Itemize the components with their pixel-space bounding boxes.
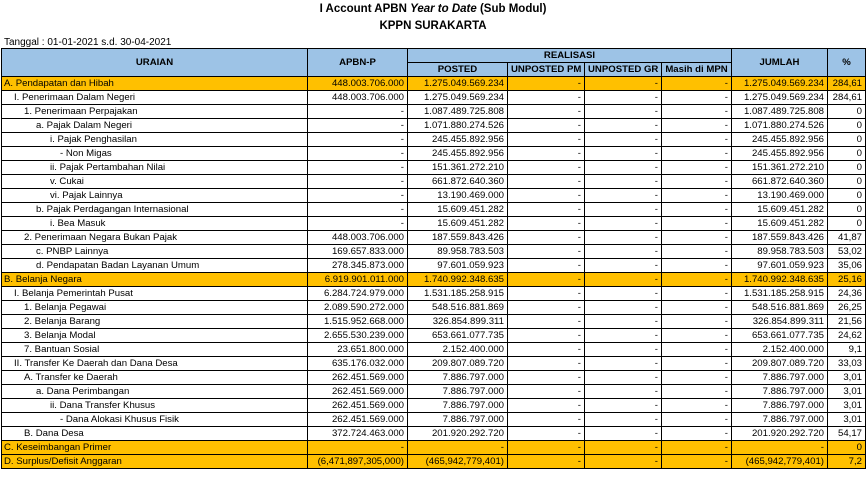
office-name: KPPN SURAKARTA	[379, 20, 487, 32]
row-apbnp: 2.089.590.272.000	[308, 301, 408, 315]
row-posted: 7.886.797.000	[408, 371, 508, 385]
row-percent: 0	[828, 217, 866, 231]
row-unposted-gr: -	[585, 161, 662, 175]
table-row	[2, 385, 866, 399]
row-masih-mpn: -	[662, 147, 732, 161]
table-row	[2, 315, 866, 329]
table-row	[2, 161, 866, 175]
row-posted: 15.609.451.282	[408, 217, 508, 231]
row-masih-mpn: -	[662, 287, 732, 301]
table-row	[2, 343, 866, 357]
table-row	[2, 133, 866, 147]
row-posted: -	[408, 441, 508, 455]
row-apbnp: 6.919.901.011.000	[308, 273, 408, 287]
row-masih-mpn: -	[662, 371, 732, 385]
header-percent: %	[828, 49, 866, 77]
row-unposted-gr: -	[585, 203, 662, 217]
row-jumlah: 209.807.089.720	[732, 357, 828, 371]
row-label: ii. Dana Transfer Khusus	[2, 399, 308, 413]
row-apbnp: 262.451.569.000	[308, 385, 408, 399]
row-percent: 0	[828, 161, 866, 175]
row-unposted-pm: -	[508, 133, 585, 147]
row-label: a. Dana Perimbangan	[2, 385, 308, 399]
table-row	[2, 371, 866, 385]
row-label: b. Pajak Perdagangan Internasional	[2, 203, 308, 217]
table-row	[2, 259, 866, 273]
row-masih-mpn: -	[662, 189, 732, 203]
row-posted: 97.601.059.923	[408, 259, 508, 273]
table-row	[2, 441, 866, 455]
row-posted: 1.531.185.258.915	[408, 287, 508, 301]
row-masih-mpn: -	[662, 315, 732, 329]
row-unposted-pm: -	[508, 245, 585, 259]
period-label: Tanggal : 01-01-2021 s.d. 30-04-2021	[4, 37, 172, 48]
row-masih-mpn: -	[662, 273, 732, 287]
row-unposted-gr: -	[585, 301, 662, 315]
row-unposted-pm: -	[508, 385, 585, 399]
row-unposted-gr: -	[585, 245, 662, 259]
row-unposted-gr: -	[585, 385, 662, 399]
row-unposted-gr: -	[585, 273, 662, 287]
row-label: 1. Penerimaan Perpajakan	[2, 105, 308, 119]
row-jumlah: 661.872.640.360	[732, 175, 828, 189]
row-unposted-gr: -	[585, 175, 662, 189]
row-jumlah: 13.190.469.000	[732, 189, 828, 203]
row-apbnp: 1.515.952.668.000	[308, 315, 408, 329]
report-title-italic: Year to Date	[410, 3, 477, 15]
row-percent: 26,25	[828, 301, 866, 315]
row-unposted-gr: -	[585, 119, 662, 133]
row-unposted-pm: -	[508, 343, 585, 357]
row-percent: 3,01	[828, 371, 866, 385]
table-row	[2, 203, 866, 217]
row-jumlah: (465,942,779,401)	[732, 455, 828, 469]
row-posted: 15.609.451.282	[408, 203, 508, 217]
row-percent: 0	[828, 441, 866, 455]
row-unposted-gr: -	[585, 455, 662, 469]
row-percent: 3,01	[828, 399, 866, 413]
row-masih-mpn: -	[662, 357, 732, 371]
row-posted: 201.920.292.720	[408, 427, 508, 441]
row-label: v. Cukai	[2, 175, 308, 189]
row-masih-mpn: -	[662, 161, 732, 175]
row-unposted-gr: -	[585, 315, 662, 329]
row-unposted-pm: -	[508, 147, 585, 161]
row-apbnp: -	[308, 133, 408, 147]
row-apbnp: (6,471,897,305,000)	[308, 455, 408, 469]
row-label: I. Penerimaan Dalam Negeri	[2, 91, 308, 105]
table-row	[2, 301, 866, 315]
table-row	[2, 147, 866, 161]
row-apbnp: -	[308, 119, 408, 133]
row-posted: 2.152.400.000	[408, 343, 508, 357]
row-jumlah: 653.661.077.735	[732, 329, 828, 343]
table-row	[2, 455, 866, 469]
row-posted: 1.740.992.348.635	[408, 273, 508, 287]
row-masih-mpn: -	[662, 385, 732, 399]
row-unposted-gr: -	[585, 91, 662, 105]
row-label: 7. Bantuan Sosial	[2, 343, 308, 357]
row-masih-mpn: -	[662, 301, 732, 315]
apbn-table	[1, 48, 866, 469]
row-unposted-pm: -	[508, 105, 585, 119]
row-percent: 0	[828, 133, 866, 147]
row-label: I. Belanja Pemerintah Pusat	[2, 287, 308, 301]
row-masih-mpn: -	[662, 77, 732, 91]
table-row	[2, 217, 866, 231]
row-masih-mpn: -	[662, 119, 732, 133]
table-row	[2, 399, 866, 413]
row-masih-mpn: -	[662, 259, 732, 273]
row-posted: 653.661.077.735	[408, 329, 508, 343]
row-percent: 3,01	[828, 385, 866, 399]
row-label: c. PNBP Lainnya	[2, 245, 308, 259]
row-posted: 1.071.880.274.526	[408, 119, 508, 133]
row-unposted-pm: -	[508, 455, 585, 469]
row-apbnp: 448.003.706.000	[308, 77, 408, 91]
row-label: 3. Belanja Modal	[2, 329, 308, 343]
row-unposted-pm: -	[508, 77, 585, 91]
row-unposted-gr: -	[585, 147, 662, 161]
table-row	[2, 329, 866, 343]
row-posted: 209.807.089.720	[408, 357, 508, 371]
table-body	[2, 77, 866, 469]
row-unposted-pm: -	[508, 427, 585, 441]
row-unposted-gr: -	[585, 217, 662, 231]
header-unposted-gr: UNPOSTED GR	[585, 63, 662, 77]
header-posted: POSTED	[408, 63, 508, 77]
row-jumlah: 7.886.797.000	[732, 371, 828, 385]
row-masih-mpn: -	[662, 329, 732, 343]
table-row	[2, 245, 866, 259]
row-unposted-pm: -	[508, 273, 585, 287]
row-jumlah: 1.071.880.274.526	[732, 119, 828, 133]
table-row	[2, 287, 866, 301]
row-masih-mpn: -	[662, 455, 732, 469]
table-row	[2, 77, 866, 91]
row-label: B. Dana Desa	[2, 427, 308, 441]
row-percent: 24,62	[828, 329, 866, 343]
row-posted: 245.455.892.956	[408, 133, 508, 147]
header-masih-mpn: Masih di MPN	[662, 63, 732, 77]
row-masih-mpn: -	[662, 133, 732, 147]
row-unposted-gr: -	[585, 441, 662, 455]
row-jumlah: 97.601.059.923	[732, 259, 828, 273]
row-percent: 0	[828, 105, 866, 119]
row-posted: 1.275.049.569.234	[408, 77, 508, 91]
row-masih-mpn: -	[662, 413, 732, 427]
row-unposted-pm: -	[508, 399, 585, 413]
row-label: i. Pajak Penghasilan	[2, 133, 308, 147]
row-label: - Dana Alokasi Khusus Fisik	[2, 413, 308, 427]
table-row	[2, 105, 866, 119]
row-apbnp: -	[308, 105, 408, 119]
row-label: II. Transfer Ke Daerah dan Dana Desa	[2, 357, 308, 371]
row-jumlah: 1.275.049.569.234	[732, 91, 828, 105]
row-posted: 151.361.272.210	[408, 161, 508, 175]
row-unposted-pm: -	[508, 259, 585, 273]
table-row	[2, 175, 866, 189]
row-masih-mpn: -	[662, 245, 732, 259]
row-jumlah: 187.559.843.426	[732, 231, 828, 245]
row-unposted-gr: -	[585, 77, 662, 91]
row-unposted-gr: -	[585, 287, 662, 301]
row-percent: 0	[828, 189, 866, 203]
row-posted: 245.455.892.956	[408, 147, 508, 161]
row-jumlah: 245.455.892.956	[732, 133, 828, 147]
row-jumlah: 89.958.783.503	[732, 245, 828, 259]
row-jumlah: 1.740.992.348.635	[732, 273, 828, 287]
row-percent: 25,16	[828, 273, 866, 287]
row-apbnp: 169.657.833.000	[308, 245, 408, 259]
row-unposted-pm: -	[508, 203, 585, 217]
row-percent: 41,87	[828, 231, 866, 245]
row-label: D. Surplus/Defisit Anggaran	[2, 455, 308, 469]
row-apbnp: 448.003.706.000	[308, 231, 408, 245]
table-row	[2, 357, 866, 371]
table-row	[2, 189, 866, 203]
row-jumlah: 151.361.272.210	[732, 161, 828, 175]
row-masih-mpn: -	[662, 91, 732, 105]
row-label: vi. Pajak Lainnya	[2, 189, 308, 203]
row-label: d. Pendapatan Badan Layanan Umum	[2, 259, 308, 273]
row-apbnp: 262.451.569.000	[308, 413, 408, 427]
row-unposted-pm: -	[508, 301, 585, 315]
row-label: 1. Belanja Pegawai	[2, 301, 308, 315]
row-label: C. Keseimbangan Primer	[2, 441, 308, 455]
row-posted: 7.886.797.000	[408, 413, 508, 427]
row-percent: 35,06	[828, 259, 866, 273]
row-apbnp: 448.003.706.000	[308, 91, 408, 105]
report-title-part2: (Sub Modul)	[476, 3, 547, 15]
table-row	[2, 231, 866, 245]
row-apbnp: 262.451.569.000	[308, 399, 408, 413]
row-masih-mpn: -	[662, 203, 732, 217]
row-jumlah: 7.886.797.000	[732, 413, 828, 427]
row-percent: 9,1	[828, 343, 866, 357]
row-label: 2. Penerimaan Negara Bukan Pajak	[2, 231, 308, 245]
row-jumlah: 1.087.489.725.808	[732, 105, 828, 119]
row-apbnp: -	[308, 175, 408, 189]
row-posted: 7.886.797.000	[408, 385, 508, 399]
row-unposted-gr: -	[585, 343, 662, 357]
row-jumlah: 1.275.049.569.234	[732, 77, 828, 91]
row-apbnp: -	[308, 189, 408, 203]
row-masih-mpn: -	[662, 343, 732, 357]
header-uraian: URAIAN	[2, 49, 308, 77]
row-percent: 0	[828, 147, 866, 161]
row-unposted-gr: -	[585, 189, 662, 203]
row-unposted-gr: -	[585, 133, 662, 147]
row-label: a. Pajak Dalam Negeri	[2, 119, 308, 133]
row-masih-mpn: -	[662, 441, 732, 455]
row-unposted-gr: -	[585, 399, 662, 413]
row-masih-mpn: -	[662, 217, 732, 231]
row-percent: 0	[828, 203, 866, 217]
row-apbnp: 635.176.032.000	[308, 357, 408, 371]
row-unposted-gr: -	[585, 329, 662, 343]
header-jumlah: JUMLAH	[732, 49, 828, 77]
row-masih-mpn: -	[662, 399, 732, 413]
row-apbnp: 262.451.569.000	[308, 371, 408, 385]
row-posted: 661.872.640.360	[408, 175, 508, 189]
row-unposted-pm: -	[508, 413, 585, 427]
row-posted: 548.516.881.869	[408, 301, 508, 315]
row-apbnp: -	[308, 161, 408, 175]
row-label: i. Bea Masuk	[2, 217, 308, 231]
row-posted: 326.854.899.311	[408, 315, 508, 329]
row-percent: 0	[828, 175, 866, 189]
row-unposted-pm: -	[508, 231, 585, 245]
table-row	[2, 427, 866, 441]
row-percent: 7,2	[828, 455, 866, 469]
row-posted: 1.087.489.725.808	[408, 105, 508, 119]
table-row	[2, 273, 866, 287]
row-percent: 24,36	[828, 287, 866, 301]
report-title	[0, 3, 866, 15]
row-jumlah: 15.609.451.282	[732, 203, 828, 217]
row-apbnp: -	[308, 147, 408, 161]
row-label: - Non Migas	[2, 147, 308, 161]
row-jumlah: 2.152.400.000	[732, 343, 828, 357]
report-title-part1: I Account APBN	[319, 3, 411, 15]
row-posted: 187.559.843.426	[408, 231, 508, 245]
row-percent: 21,56	[828, 315, 866, 329]
row-jumlah: 1.531.185.258.915	[732, 287, 828, 301]
row-unposted-pm: -	[508, 175, 585, 189]
row-masih-mpn: -	[662, 105, 732, 119]
header-realisasi: REALISASI	[408, 49, 732, 63]
row-jumlah: 7.886.797.000	[732, 385, 828, 399]
row-percent: 54,17	[828, 427, 866, 441]
row-unposted-pm: -	[508, 371, 585, 385]
table-row	[2, 413, 866, 427]
row-label: B. Belanja Negara	[2, 273, 308, 287]
row-percent: 284,61	[828, 91, 866, 105]
row-unposted-gr: -	[585, 427, 662, 441]
header-unposted-pm: UNPOSTED PM	[508, 63, 585, 77]
row-apbnp: 2.655.530.239.000	[308, 329, 408, 343]
row-jumlah: 7.886.797.000	[732, 399, 828, 413]
row-apbnp: 372.724.463.000	[308, 427, 408, 441]
row-unposted-pm: -	[508, 161, 585, 175]
row-unposted-pm: -	[508, 357, 585, 371]
row-label: ii. Pajak Pertambahan Nilai	[2, 161, 308, 175]
row-masih-mpn: -	[662, 231, 732, 245]
row-posted: 89.958.783.503	[408, 245, 508, 259]
row-percent: 284,61	[828, 77, 866, 91]
row-jumlah: 326.854.899.311	[732, 315, 828, 329]
row-unposted-gr: -	[585, 371, 662, 385]
row-unposted-pm: -	[508, 217, 585, 231]
row-unposted-pm: -	[508, 441, 585, 455]
row-apbnp: 6.284.724.979.000	[308, 287, 408, 301]
row-unposted-pm: -	[508, 315, 585, 329]
row-unposted-pm: -	[508, 91, 585, 105]
row-jumlah: -	[732, 441, 828, 455]
table-row	[2, 119, 866, 133]
row-percent: 53,02	[828, 245, 866, 259]
row-apbnp: 278.345.873.000	[308, 259, 408, 273]
row-apbnp: -	[308, 441, 408, 455]
row-percent: 3,01	[828, 413, 866, 427]
row-label: A. Pendapatan dan Hibah	[2, 77, 308, 91]
table-row	[2, 91, 866, 105]
row-posted: 13.190.469.000	[408, 189, 508, 203]
row-masih-mpn: -	[662, 427, 732, 441]
header-apbnp: APBN-P	[308, 49, 408, 77]
row-unposted-gr: -	[585, 259, 662, 273]
row-unposted-pm: -	[508, 119, 585, 133]
row-unposted-gr: -	[585, 105, 662, 119]
row-apbnp: -	[308, 203, 408, 217]
row-percent: 33,03	[828, 357, 866, 371]
row-unposted-gr: -	[585, 413, 662, 427]
row-posted: 1.275.049.569.234	[408, 91, 508, 105]
row-jumlah: 201.920.292.720	[732, 427, 828, 441]
row-apbnp: 23.651.800.000	[308, 343, 408, 357]
row-label: A. Transfer ke Daerah	[2, 371, 308, 385]
row-unposted-pm: -	[508, 329, 585, 343]
row-unposted-pm: -	[508, 189, 585, 203]
row-apbnp: -	[308, 217, 408, 231]
row-posted: 7.886.797.000	[408, 399, 508, 413]
row-label: 2. Belanja Barang	[2, 315, 308, 329]
row-posted: (465,942,779,401)	[408, 455, 508, 469]
row-unposted-gr: -	[585, 231, 662, 245]
row-unposted-pm: -	[508, 287, 585, 301]
row-jumlah: 548.516.881.869	[732, 301, 828, 315]
row-unposted-gr: -	[585, 357, 662, 371]
row-jumlah: 245.455.892.956	[732, 147, 828, 161]
row-masih-mpn: -	[662, 175, 732, 189]
row-percent: 0	[828, 119, 866, 133]
row-jumlah: 15.609.451.282	[732, 217, 828, 231]
